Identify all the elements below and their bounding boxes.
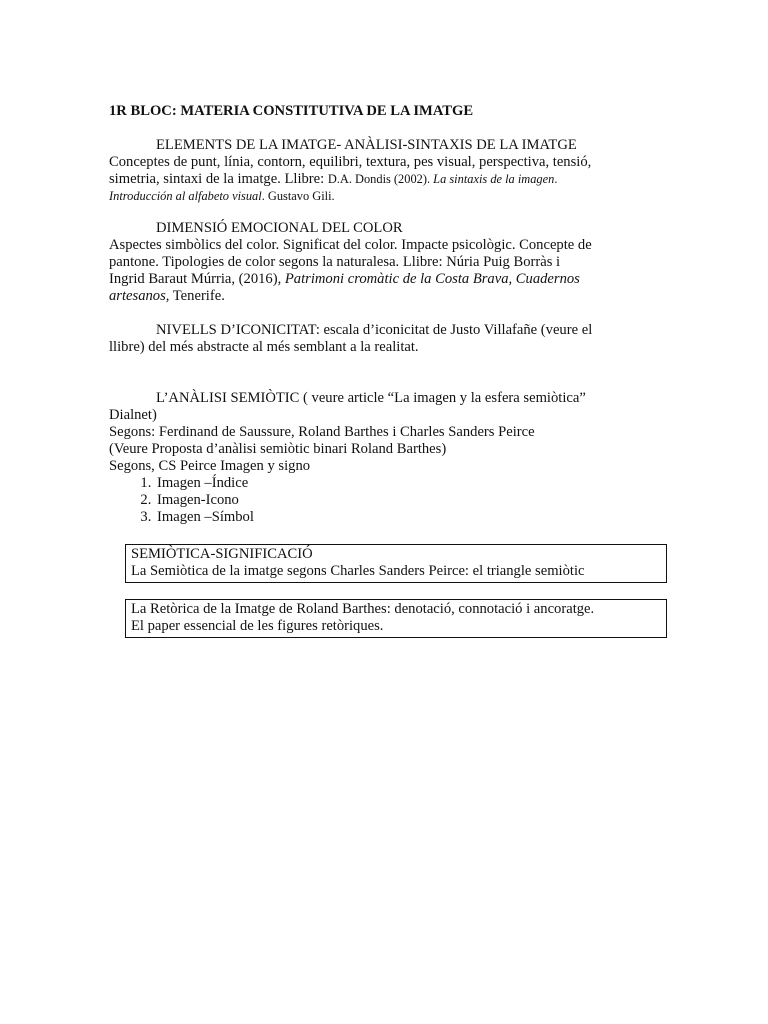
- paragraph-line: [109, 171, 669, 188]
- reference-subtitle: Introducción al alfabeto visual: [109, 189, 262, 203]
- section-heading: ELEMENTS DE LA IMATGE- ANÀLISI-SINTAXIS DE LA IMATGE: [156, 137, 577, 153]
- paragraph-line: Segons, CS Peirce Imagen y signo: [109, 458, 311, 474]
- list-item: 1. Imagen –Índice: [155, 475, 669, 492]
- text-span: .: [554, 172, 558, 186]
- paragraph-line: Dialnet): [109, 407, 157, 423]
- paragraph-line: Segons: Ferdinand de Saussure, Roland Barthes i Charles Sanders Peirce: [109, 424, 535, 440]
- reference-title: artesanos,: [109, 288, 170, 304]
- text-span: simetria, sintaxi de la imatge. Llibre:: [109, 171, 328, 187]
- box-line: SEMIÒTICA-SIGNIFICACIÓ: [131, 546, 313, 562]
- text-span: Ingrid Baraut Múrria, (2016),: [109, 271, 285, 287]
- paragraph-line: Conceptes de punt, línia, contorn, equilibri, textura, pes visual, perspectiva, tensió,: [109, 154, 592, 170]
- document-title: 1R BLOC: MATERIA CONSTITUTIVA DE LA IMATGE: [109, 103, 474, 119]
- reference-publisher: . Gustavo Gili.: [261, 189, 335, 203]
- list-item: 2. Imagen-Icono: [155, 492, 669, 509]
- section-heading: L’ANÀLISI SEMIÒTIC ( veure article “La imagen y la esfera semiòtica”: [156, 390, 586, 406]
- list-item: 3. Imagen –Símbol: [155, 509, 669, 526]
- reference-author: D.A. Dondis (2002).: [327, 172, 434, 186]
- section-iconicity: [109, 322, 669, 356]
- section-elements: [109, 137, 669, 205]
- paragraph-line: [109, 271, 669, 288]
- paragraph-line: pantone. Tipologies de color segons la naturalesa. Llibre: Núria Puig Borràs i: [109, 254, 561, 270]
- section-heading: NIVELLS D’ICONICITAT: escala d’iconicitat de Justo Villafañe (veure el: [156, 322, 593, 338]
- section-color: [109, 220, 669, 305]
- box-line: El paper essencial de les figures retòriques.: [131, 618, 384, 634]
- reference-title: Patrimoni cromàtic de la Costa Brava, Cuadernos: [284, 271, 580, 287]
- numbered-list: [109, 475, 669, 526]
- boxed-note-rhetoric: [125, 599, 667, 638]
- paragraph-line: [109, 288, 669, 305]
- section-semiotic: [109, 390, 669, 526]
- section-heading: DIMENSIÓ EMOCIONAL DEL COLOR: [156, 220, 403, 236]
- boxed-note-semiotics: [125, 544, 667, 583]
- paragraph-line: (Veure Proposta d’anàlisi semiòtic binari Roland Barthes): [109, 441, 447, 457]
- paragraph-line: Aspectes simbòlics del color. Significat del color. Impacte psicològic. Concepte de: [109, 237, 592, 253]
- text-span: Tenerife.: [169, 288, 225, 304]
- box-line: La Semiòtica de la imatge segons Charles Sanders Peirce: el triangle semiòtic: [131, 563, 585, 579]
- paragraph-line: llibre) del més abstracte al més semblant a la realitat.: [109, 339, 419, 355]
- reference-title: La sintaxis de la imagen: [433, 172, 555, 186]
- paragraph-line: [109, 188, 669, 205]
- box-line: La Retòrica de la Imatge de Roland Barthes: denotació, connotació i ancoratge.: [131, 601, 595, 617]
